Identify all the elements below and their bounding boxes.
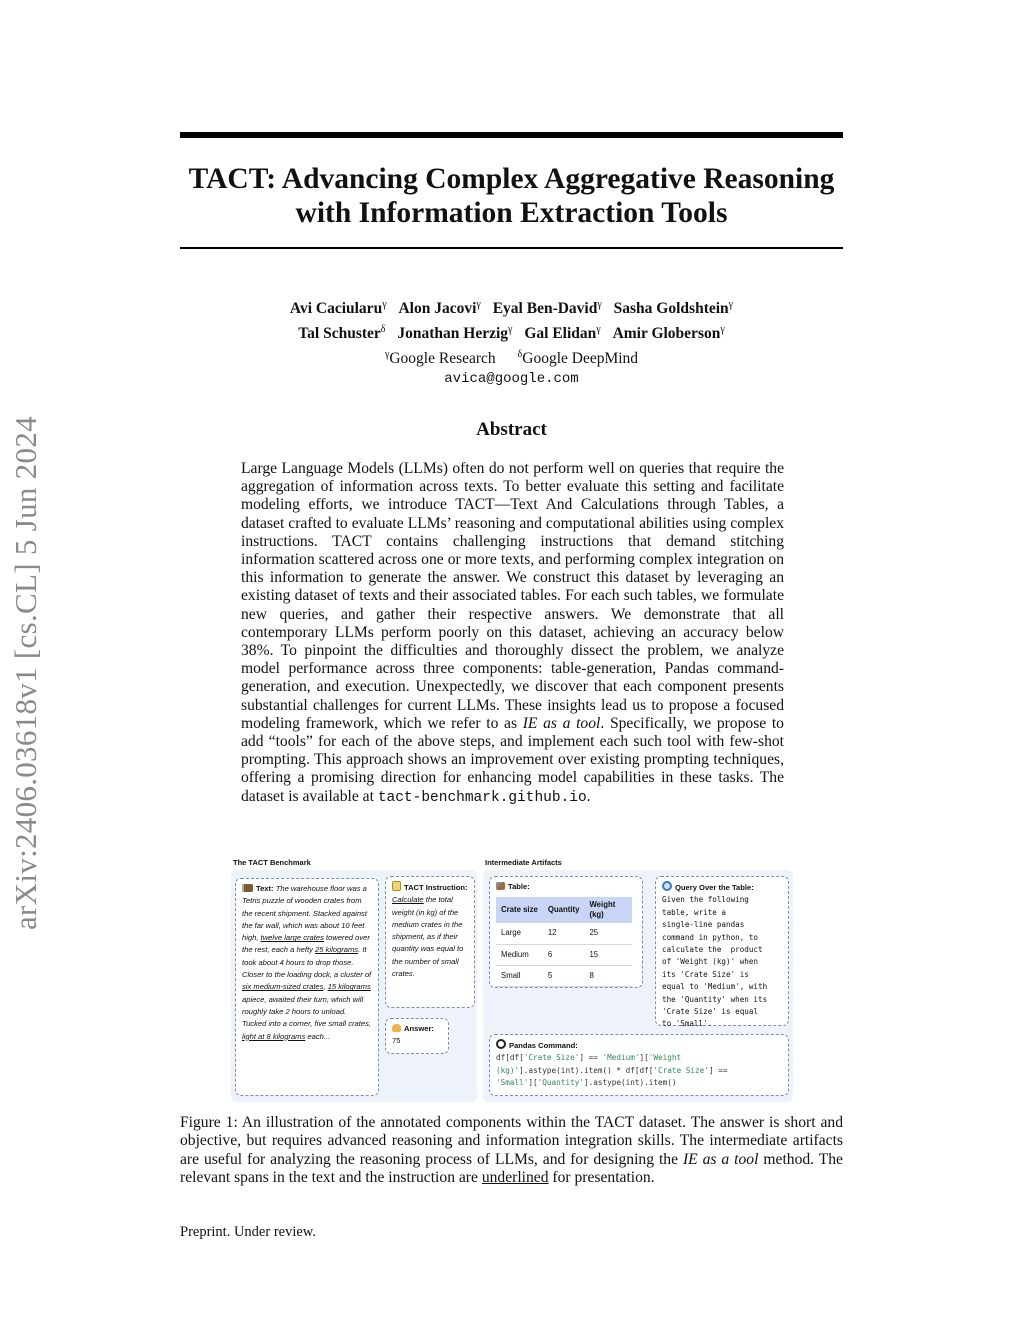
code-line [496, 1065, 782, 1077]
panda-icon [496, 1039, 506, 1049]
table-box: Table: Crate size Quantity Weight (kg) Large 12 25 Medium 6 15 Small 5 8 [489, 876, 643, 988]
table-header-row [496, 897, 632, 923]
author: Sasha Goldshtein$^\gamma$ [613, 299, 734, 318]
underlined-span: 15 kilograms [327, 982, 371, 992]
author: Jonathan Herzig$^\gamma$ [397, 324, 513, 343]
author-block [180, 294, 843, 390]
code-token: ][ [528, 1077, 538, 1087]
author-line-1 [180, 294, 843, 319]
code-line [496, 1052, 782, 1064]
pandas-command [496, 1052, 782, 1089]
text-span: each... [305, 1031, 331, 1041]
code-string: 'Weight [648, 1053, 682, 1063]
figure-right-label: Intermediate Artifacts [485, 858, 562, 867]
code-token: ].astype(int).item() * df[df[ [519, 1065, 654, 1075]
page-footer: Preprint. Under review. [180, 1224, 316, 1240]
code-line [496, 1077, 782, 1089]
pointing-hand-icon [392, 1024, 401, 1032]
code-string: 'Medium' [602, 1053, 640, 1063]
author: Eyal Ben-David$^\gamma$ [492, 299, 602, 318]
memo-icon [392, 881, 401, 891]
author-line-2 [180, 319, 843, 344]
table-header: Weight (kg) [584, 897, 632, 923]
paper-title [180, 162, 843, 230]
affiliations [180, 344, 843, 369]
hammer-icon [496, 882, 505, 890]
text-span: apiece, awaited their turn, which will roughly take 2 hours to unload. Tucked into a corner, five small crates, [242, 994, 372, 1029]
underlined-span: twelve large crates [260, 933, 324, 943]
text-box: Text: The warehouse floor was a Tetris puzzle of wooden crates from the recent shipment. Stacked against the far wall, which was about 10 feet high, twelve large crates towered over the rest, each a hefty 25 kilograms. It took about 4 hours to drop those. Closer to the loading dock, a cluster of six medium-sized crates, 15 kilograms apiece, awaited their turn, which will roughly take 2 hours to unload. Tucked into a corner, five small crates, light at 8 kilograms each... [235, 878, 379, 1096]
table-header: Quantity [543, 897, 585, 923]
code-token: df[df[ [496, 1053, 524, 1063]
code-string: 'Small' [496, 1077, 529, 1087]
query-box: Query Over the Table: Given the following table, write a single-line pandas command in python, to calculate the product of 'Weight (kg)' when its 'Crate Size' is equal to 'Medium', with the 'Quantity' when its 'Crate Size' is equal to 'Small'. [655, 876, 789, 1026]
figure-1 [231, 856, 793, 1102]
author: Gal Elidan$^\gamma$ [524, 324, 601, 343]
table-row: Large 12 25 [496, 923, 632, 944]
figure-left-label: The TACT Benchmark [233, 858, 311, 867]
affiliation: $^\gamma$Google Research [384, 349, 496, 368]
underlined-span: six medium-sized crates [242, 982, 324, 992]
text-span: , [323, 982, 328, 992]
pandas-box: Pandas Command: df[df['Crate Size'] == 'Medium']['Weight (kg)'].astype(int).item() * df[df['Crate Size'] == 'Small']['Quantity'].astype(int).item() [489, 1034, 789, 1096]
text-span: . It took about 4 hours to drop those. Closer to the loading dock, a cluster of [242, 945, 372, 980]
dataset-link[interactable]: tact-benchmark.github.io [377, 789, 587, 806]
affiliation: $^\delta$Google DeepMind [517, 349, 639, 368]
arxiv-stamp: arXiv:2406.03618v1 [cs.CL] 5 Jun 2024 [8, 416, 43, 930]
title-line-2: with Information Extraction Tools [295, 197, 728, 229]
abstract-italic-term: IE as a tool [522, 714, 601, 732]
magnifier-icon [662, 881, 672, 891]
text-span: The warehouse floor was a Tetris puzzle of wooden crates from the recent shipment. Stacked against the far wall, which was about 10 feet high, [242, 884, 367, 943]
code-token: ] == [579, 1053, 603, 1063]
author-email[interactable]: avica@google.com [444, 371, 579, 388]
text-span: towered over the rest, each a hefty [242, 933, 370, 955]
instruction-underlined: Calculate [392, 895, 424, 905]
text-passage [242, 884, 371, 1041]
underlined-span: light at 8 kilograms [242, 1031, 306, 1041]
code-token: ] == [708, 1065, 728, 1075]
figure-caption: Figure 1: An illustration of the annotated components within the TACT dataset. The answer is short and objective, but requires advanced reasoning and information integration skills. The intermediate artifacts are useful for analyzing the reasoning process of LLMs, and for designing the IE as a tool method. The relevant spans in the text and the instruction are underlined for presentation. [180, 1114, 843, 1186]
crate-table [496, 897, 632, 987]
author: Amir Globerson$^\gamma$ [612, 324, 725, 343]
table-row: Small 5 8 [496, 965, 632, 986]
code-token: ][ [639, 1053, 649, 1063]
code-string: 'Crate Size' [523, 1053, 580, 1063]
code-string: (kg)' [496, 1065, 520, 1075]
instruction-box: TACT Instruction: Calculate the total weight (in kg) of the medium crates in the shipment, as if their quantity was equal to the number of small crates. [385, 876, 475, 1008]
answer-box: Answer: 75 [385, 1018, 449, 1054]
title-top-rule [180, 132, 843, 138]
abstract-body: Large Language Models (LLMs) often do not perform well on queries that require the aggregation of information across texts. To better evaluate this setting and facilitate modeling efforts, we introduce TACT—Text And Calculations through Tables, a dataset crafted to evaluate LLMs’ reasoning and computational abilities using complex instructions. TACT contains challenging instructions that demand stitching information scattered across one or more texts, and performing complex integration on this information to generate the answer. We construct this dataset by leveraging an existing dataset of texts and their associated tables. For each such tables, we formulate new queries, and gather their respective answers. We demonstrate that all contemporary LLMs perform poorly on this dataset, achieving an accuracy below 38%. To pinpoint the difficulties and thoroughly dissect the problem, we analyze model performance across three components: table-generation, Pandas command-generation, and execution. Unexpectedly, we discover that each component presents substantial challenges for current LLMs. These insights lead us to propose a focused modeling framework, which we refer to as IE as a tool. Specifically, we propose to add “tools” for each of the above steps, and implement each such tool with few-shot prompting. This approach shows an improvement over existing prompting techniques, offering a promising direction for enhancing model capabilities in these tasks. The dataset is available at tact-benchmark.github.io. [241, 460, 784, 806]
author: Avi Caciularu$^\gamma$ [289, 299, 387, 318]
author: Alon Jacovi$^\gamma$ [398, 299, 481, 318]
underlined-span: 25 kilograms [315, 945, 359, 955]
title-line-1: TACT: Advancing Complex Aggregative Reasoning [188, 163, 835, 195]
code-string: 'Quantity' [537, 1077, 584, 1087]
code-string: 'Crate Size' [653, 1065, 709, 1075]
table-row: Medium 6 15 [496, 944, 632, 965]
answer-value: 75 [392, 1036, 401, 1046]
book-icon [242, 884, 253, 892]
query-text: Given the following table, write a single-line pandas command in python, to calculate the product of 'Weight (kg)' when its 'Crate Size' is equal to 'Medium', with the 'Quantity' when its 'Crate Size' is equal to 'Small'. [662, 895, 768, 1029]
author: Tal Schuster$^\delta$ [298, 324, 386, 343]
code-token: ].astype(int).item() [583, 1077, 677, 1087]
table-header: Crate size [496, 897, 543, 923]
abstract-heading: Abstract [476, 419, 547, 440]
title-bottom-rule [180, 247, 843, 249]
